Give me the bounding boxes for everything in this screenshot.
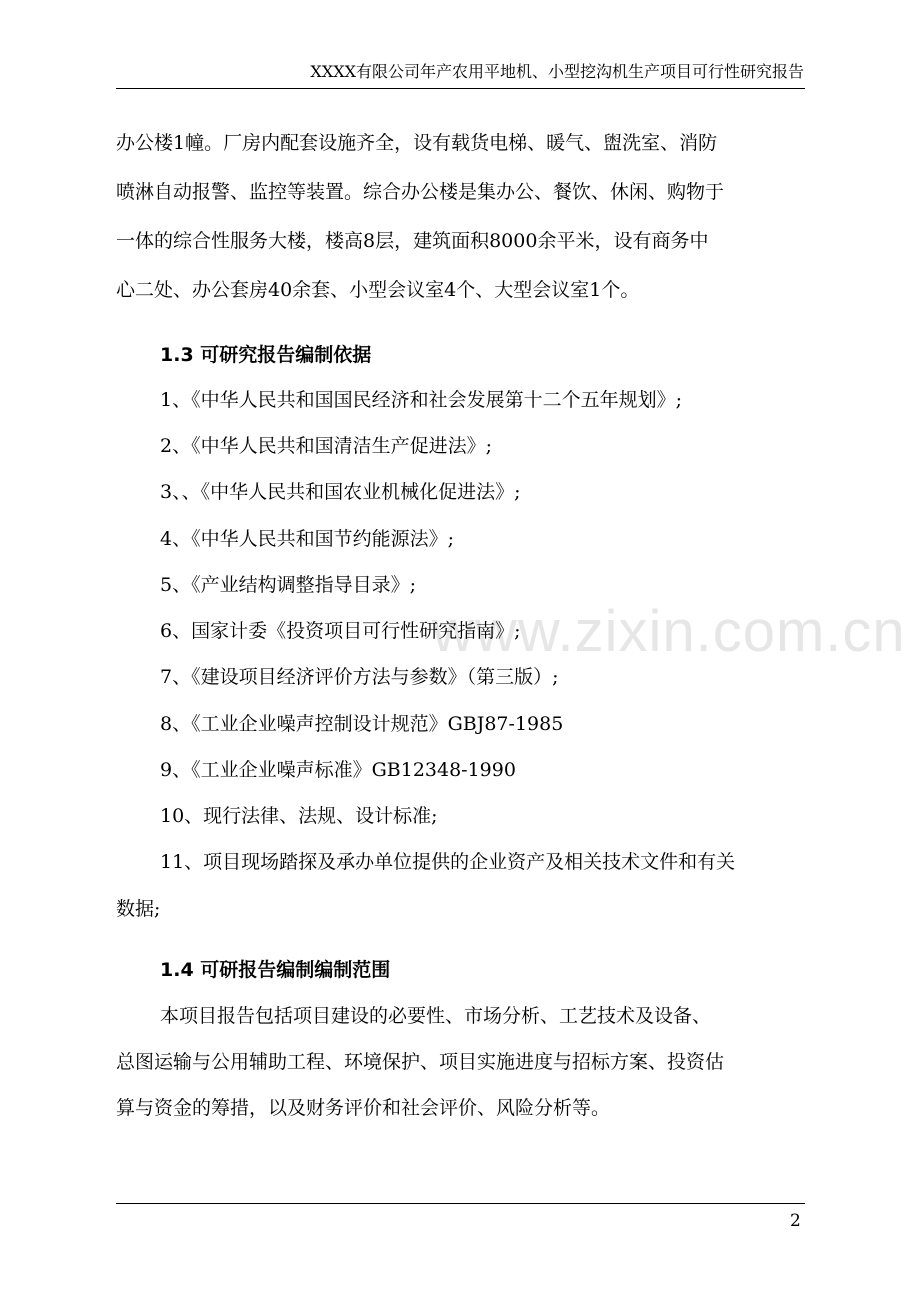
watermark: www.zixin.com.cn — [432, 599, 906, 664]
list-item: 11、项目现场踏探及承办单位提供的企业资产及相关技术文件和有关 — [160, 851, 736, 873]
section-heading-1-4: 1.4 可研报告编制编制范围 — [160, 959, 391, 981]
intro-line: 喷淋自动报警、监控等装置。综合办公楼是集办公、餐饮、休闲、购物于 — [116, 181, 725, 203]
section-heading-1-3: 1.3 可研究报告编制依据 — [160, 344, 372, 366]
page-number: 2 — [790, 1211, 801, 1231]
intro-line: 办公楼1幢。厂房内配套设施齐全，设有载货电梯、暖气、盥洗室、消防 — [116, 132, 718, 154]
body-line: 总图运输与公用辅助工程、环境保护、项目实施进度与招标方案、投资估 — [116, 1051, 725, 1073]
list-item: 5、《产业结构调整指导目录》; — [160, 574, 416, 596]
list-item-continuation: 数据; — [116, 898, 161, 920]
intro-line: 心二处、办公套房40余套、小型会议室4个、大型会议室1个。 — [116, 279, 640, 301]
intro-line: 一体的综合性服务大楼，楼高8层，建筑面积8000余平米，设有商务中 — [116, 230, 709, 252]
list-item: 10、现行法律、法规、设计标准; — [160, 805, 438, 827]
list-item: 6、国家计委《投资项目可行性研究指南》; — [160, 620, 521, 642]
list-item: 3、、《中华人民共和国农业机械化促进法》; — [160, 481, 521, 503]
list-item: 2、《中华人民共和国清洁生产促进法》; — [160, 435, 492, 457]
list-item: 1、《中华人民共和国国民经济和社会发展第十二个五年规划》; — [160, 389, 682, 411]
header-rule — [116, 88, 805, 89]
footer-rule — [116, 1203, 805, 1204]
body-line: 本项目报告包括项目建设的必要性、市场分析、工艺技术及设备、 — [160, 1005, 712, 1027]
running-header: XXXX有限公司年产农用平地机、小型挖沟机生产项目可行性研究报告 — [310, 62, 804, 81]
list-item: 8、《工业企业噪声控制设计规范》GBJ87-1985 — [160, 713, 564, 735]
body-line: 算与资金的筹措，以及财务评价和社会评价、风险分析等。 — [116, 1097, 611, 1119]
list-item: 9、《工业企业噪声标准》GB12348-1990 — [160, 759, 516, 781]
list-item: 7、《建设项目经济评价方法与参数》（第三版）; — [160, 666, 559, 688]
list-item: 4、《中华人民共和国节约能源法》; — [160, 528, 454, 550]
